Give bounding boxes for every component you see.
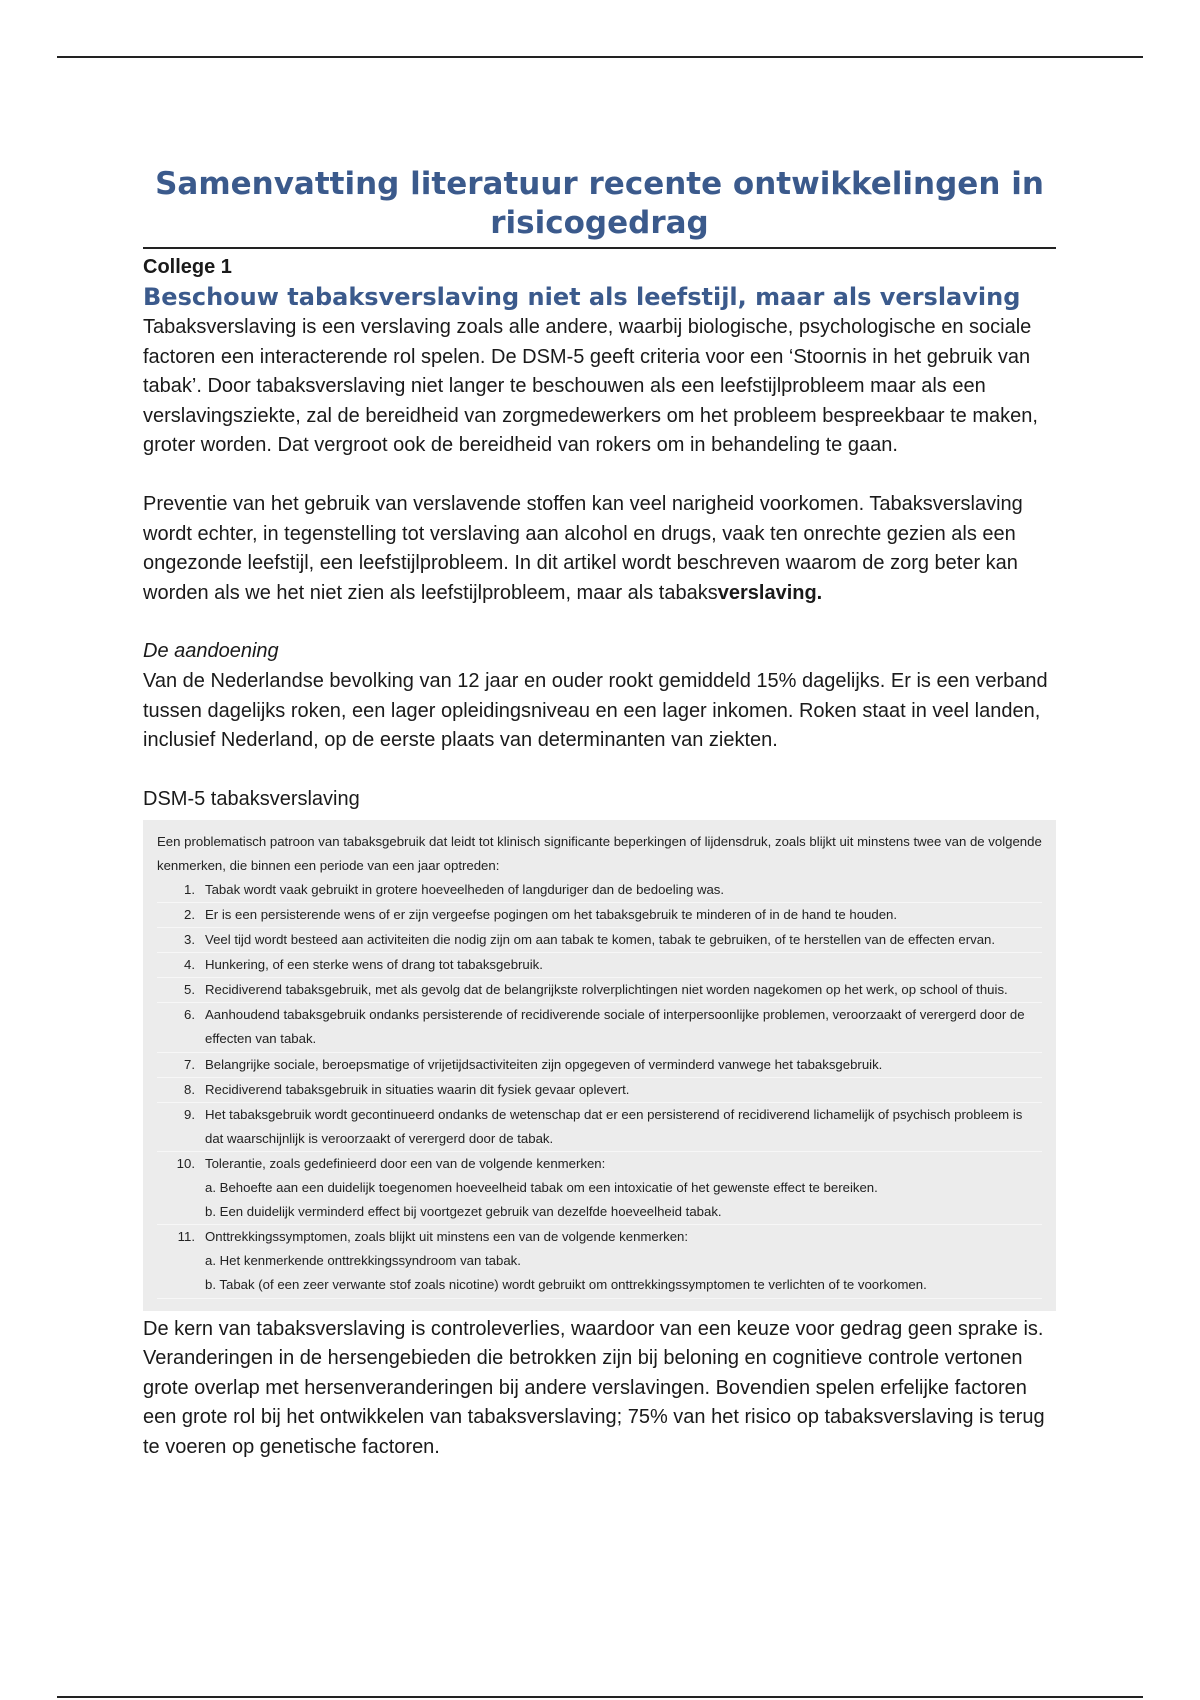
dsm-criterion-text [205,1152,1042,1224]
document-title: Samenvatting literatuur recente ontwikkelingen in risicogedrag [143,165,1056,249]
dsm-criterion-number: 7. [184,1056,195,1072]
dsm-criterion-text: Hunkering, of een sterke wens of drang tot tabaksgebruik. [205,957,543,973]
dsm-criterion-number: 8. [184,1081,195,1097]
dsm-criterion-number: 6. [184,1007,195,1023]
paragraph-aandoening: Van de Nederlandse bevolking van 12 jaar en ouder rookt gemiddeld 15% dagelijks. Er is een verband tussen dagelijks roken, een lager opleidingsniveau en een lager inkomen. Roken staat in veel landen, inclusief Nederland, op de eerste plaats van determinanten van ziekten. [143,669,1048,752]
dsm-criterion-main: Onttrekkingssymptomen, zoals blijkt uit minstens een van de volgende kenmerken: [205,1229,689,1245]
paragraph-gap [143,756,1056,785]
dsm-criterion [157,1053,1042,1078]
dsm-criterion-number: 5. [184,982,195,998]
dsm-subcriterion: b. Tabak (of een zeer verwante stof zoals nicotine) wordt gebruikt om onttrekkingssymptomen te verlichten of te voorkomen. [205,1277,927,1293]
header-rule [57,56,1143,58]
dsm-criterion [157,1003,1042,1052]
dsm-criterion-number: 9. [184,1106,195,1122]
dsm-criterion-number: 1. [184,881,195,897]
dsm-criterion-number: 10. [176,1155,195,1171]
dsm-criterion-text: Belangrijke sociale, beroepsmatige of vrijetijdsactiviteiten zijn opgegeven of verminderd vanwege het tabaksgebruik. [205,1056,883,1072]
section-heading: Beschouw tabaksverslaving niet als leefstijl, maar als verslaving [143,283,1021,311]
paragraph-prevention [143,490,1056,608]
dsm-intro: Een problematisch patroon van tabaksgebruik dat leidt tot klinisch significante beperkingen of lijdensdruk, zoals blijkt uit minstens twee van de volgende kenmerken, die binnen een periode van een jaar optreden: [157,833,1042,873]
dsm-label: DSM-5 tabaksverslaving [143,787,360,810]
dsm-criterion-text [205,1225,1042,1297]
dsm-criterion [157,953,1042,978]
dsm-subcriteria [205,1176,1042,1224]
dsm-criterion-text: Veel tijd wordt besteed aan activiteiten die nodig zijn om aan tabak te komen, tabak te gebruiken, of te herstellen van de effecten ervan. [205,932,996,948]
dsm-subcriterion: a. Behoefte aan een duidelijk toegenomen hoeveelheid tabak om een intoxicatie of het gewenste effect te bereiken. [205,1180,878,1196]
dsm-criterion [157,903,1042,928]
dsm-criterion-text: Recidiverend tabaksgebruik in situaties waarin dit fysiek gevaar oplevert. [205,1081,630,1097]
paragraph-conclusion: De kern van tabaksverslaving is controleverlies, waardoor van een keuze voor gedrag geen sprake is. Veranderingen in de hersengebieden die betrokken zijn bij beloning en cognitieve controle vertonen grote overlap met hersenveranderingen bij andere verslavingen. Bovendien spelen erfelijke factoren een grote rol bij het ontwikkelen van tabaksverslaving; 75% van het risico op tabaksverslaving is terug te voeren op genetische factoren. [143,1317,1045,1458]
paragraph-intro: Tabaksverslaving is een verslaving zoals alle andere, waarbij biologische, psychologische en sociale factoren een interacterende rol spelen. De DSM-5 geeft criteria voor een ‘Stoornis in het gebruik van tabak’. Door tabaksverslaving niet langer te beschouwen als een leefstijlprobleem maar als een verslavingsziekte, zal de bereidheid van zorgmedewerkers om het probleem bespreekbaar te maken, groter worden. Dat vergroot ook de bereidheid van rokers om in behandeling te gaan. [143,316,1038,457]
dsm-subcriteria [205,1249,1042,1297]
dsm-subcriterion: b. Een duidelijk verminderd effect bij voortgezet gebruik van dezelfde hoeveelheid tabak. [205,1204,722,1220]
dsm-criterion-main: Tolerantie, zoals gedefinieerd door een van de volgende kenmerken: [205,1155,606,1171]
paragraph-gap [143,461,1056,490]
dsm-criteria-list [157,878,1042,1299]
paragraph-prevention-bold: verslaving. [717,581,823,604]
dsm-criterion [157,1078,1042,1103]
dsm-criterion-number: 3. [184,932,195,948]
dsm-criterion-number: 11. [177,1229,195,1245]
dsm-criterion [157,978,1042,1003]
dsm-criterion-text: Recidiverend tabaksgebruik, met als gevolg dat de belangrijkste rolverplichtingen niet worden nagekomen op het werk, op school of thuis. [205,982,1008,998]
dsm-criteria-box [143,820,1056,1311]
dsm-criterion-text: Het tabaksgebruik wordt gecontinueerd ondanks de wetenschap dat er een persisterend of recidiverend lichamelijk of psychisch probleem is dat waarschijnlijk is veroorzaakt of verergerd door de tabak. [205,1106,1023,1146]
dsm-criterion [157,928,1042,953]
dsm-criterion-text: Aanhoudend tabaksgebruik ondanks persisterende of recidiverende sociale of interpersoonlijke problemen, veroorzaakt of verergerd door de effecten van tabak. [205,1007,1025,1047]
dsm-criterion [157,1103,1042,1152]
dsm-criterion-number: 4. [184,957,195,973]
dsm-criterion-number: 2. [184,907,195,922]
dsm-criterion [157,1225,1042,1298]
dsm-criterion-text: Tabak wordt vaak gebruikt in grotere hoeveelheden of langduriger dan de bedoeling was. [205,881,725,897]
dsm-subcriterion: a. Het kenmerkende onttrekkingssyndroom van tabak. [205,1253,521,1269]
subheading-aandoening: De aandoening [143,640,279,663]
paragraph-gap [143,608,1056,637]
dsm-criterion [157,1152,1042,1225]
footer-rule [57,1696,1143,1698]
document-body [143,165,1056,1462]
college-label: College 1 [143,256,232,278]
dsm-criterion-text: Er is een persisterende wens of er zijn vergeefse pogingen om het tabaksgebruik te minderen of in de hand te houden. [205,907,898,922]
paragraph-prevention-text: Preventie van het gebruik van verslavende stoffen kan veel narigheid voorkomen. Tabaksverslaving wordt echter, in tegenstelling tot verslaving aan alcohol en drugs, vaak ten onrechte gezien als een ongezonde leefstijl, een leefstijlprobleem. In dit artikel wordt beschreven waarom de zorg beter kan worden als we het niet zien als leefstijlprobleem, maar als tabaks [143,492,1023,604]
dsm-criterion [157,878,1042,903]
